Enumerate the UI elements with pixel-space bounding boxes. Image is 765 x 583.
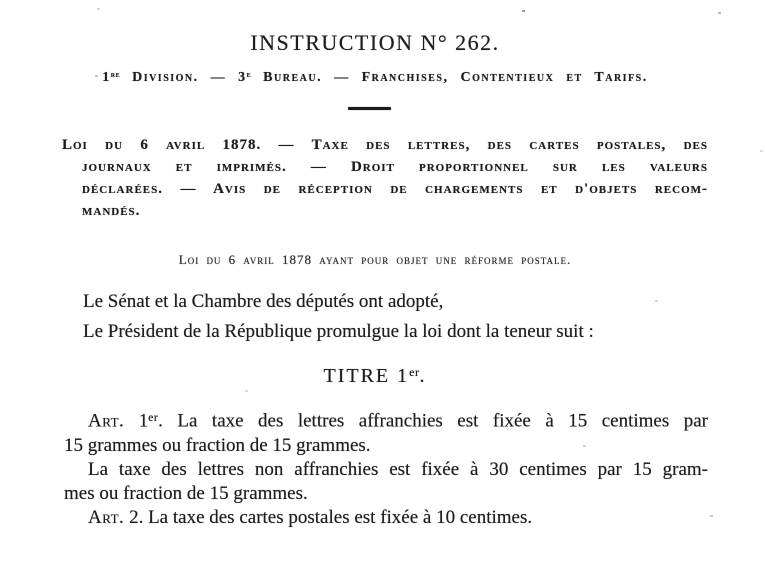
title1-text: TITRE 1 [323,365,410,387]
preamble [83,287,723,346]
division-mid-text: Division. — 3 [120,70,247,86]
preamble-line-senate: Le Sénat et la Chambre des députés ont adopté, [83,291,444,312]
main-title: INSTRUCTION N° 262. [250,30,500,55]
article-2-label: Art. [88,506,125,528]
summary-paragraph [62,134,708,222]
division-rest-text: Bureau. — Franchises, Contentieux et Tarifs. [251,70,648,86]
article-1-line-1 [64,406,708,434]
article-2-line-1 [64,506,708,530]
article-1-label: Art. [88,410,125,432]
title1-period: . [419,365,427,387]
division-ordinal-sup: re [110,70,121,79]
article-1-text: . La taxe des lettres affranchies est fixée à 15 centimes par [158,410,708,432]
article-1-ordinal-sup: er [148,412,159,424]
preamble-line-president: Le Président de la République promulgue la loi dont la teneur suit : [83,320,594,342]
bureau-ordinal-sup: e [246,70,252,79]
summary-line: Loi du 6 avril 1878. — Taxe des lettres, des cartes postales, des [62,137,708,153]
article-1-line-4: mes ou fraction de 15 grammes. [64,482,308,504]
separator-rule [348,107,391,110]
article-1-number: 1 [124,410,149,432]
division-line [0,70,750,86]
title1-heading [0,365,750,388]
title1-ordinal-sup: er [409,365,420,379]
articles-block [64,406,708,530]
summary-line: journaux et imprimés. — Droit proportionnel sur les valeurs [82,159,708,175]
law-heading: Loi du 6 avril 1878 ayant pour objet une réforme postale. [178,252,572,267]
summary-line: mandés. [82,203,141,219]
article-1-line-3: La taxe des lettres non affranchies est fixée à 30 centimes par 15 gram- [88,458,708,480]
summary-line: déclarées. — Avis de réception de chargements et d'objets recom- [82,181,708,197]
division-number: 1 [102,70,111,86]
scan-noise-speckles [522,10,525,12]
article-1-line-2: 15 grammes ou fraction de 15 grammes. [64,434,371,456]
article-2-text: 2. La taxe des cartes postales est fixée à 10 centimes. [124,506,533,528]
